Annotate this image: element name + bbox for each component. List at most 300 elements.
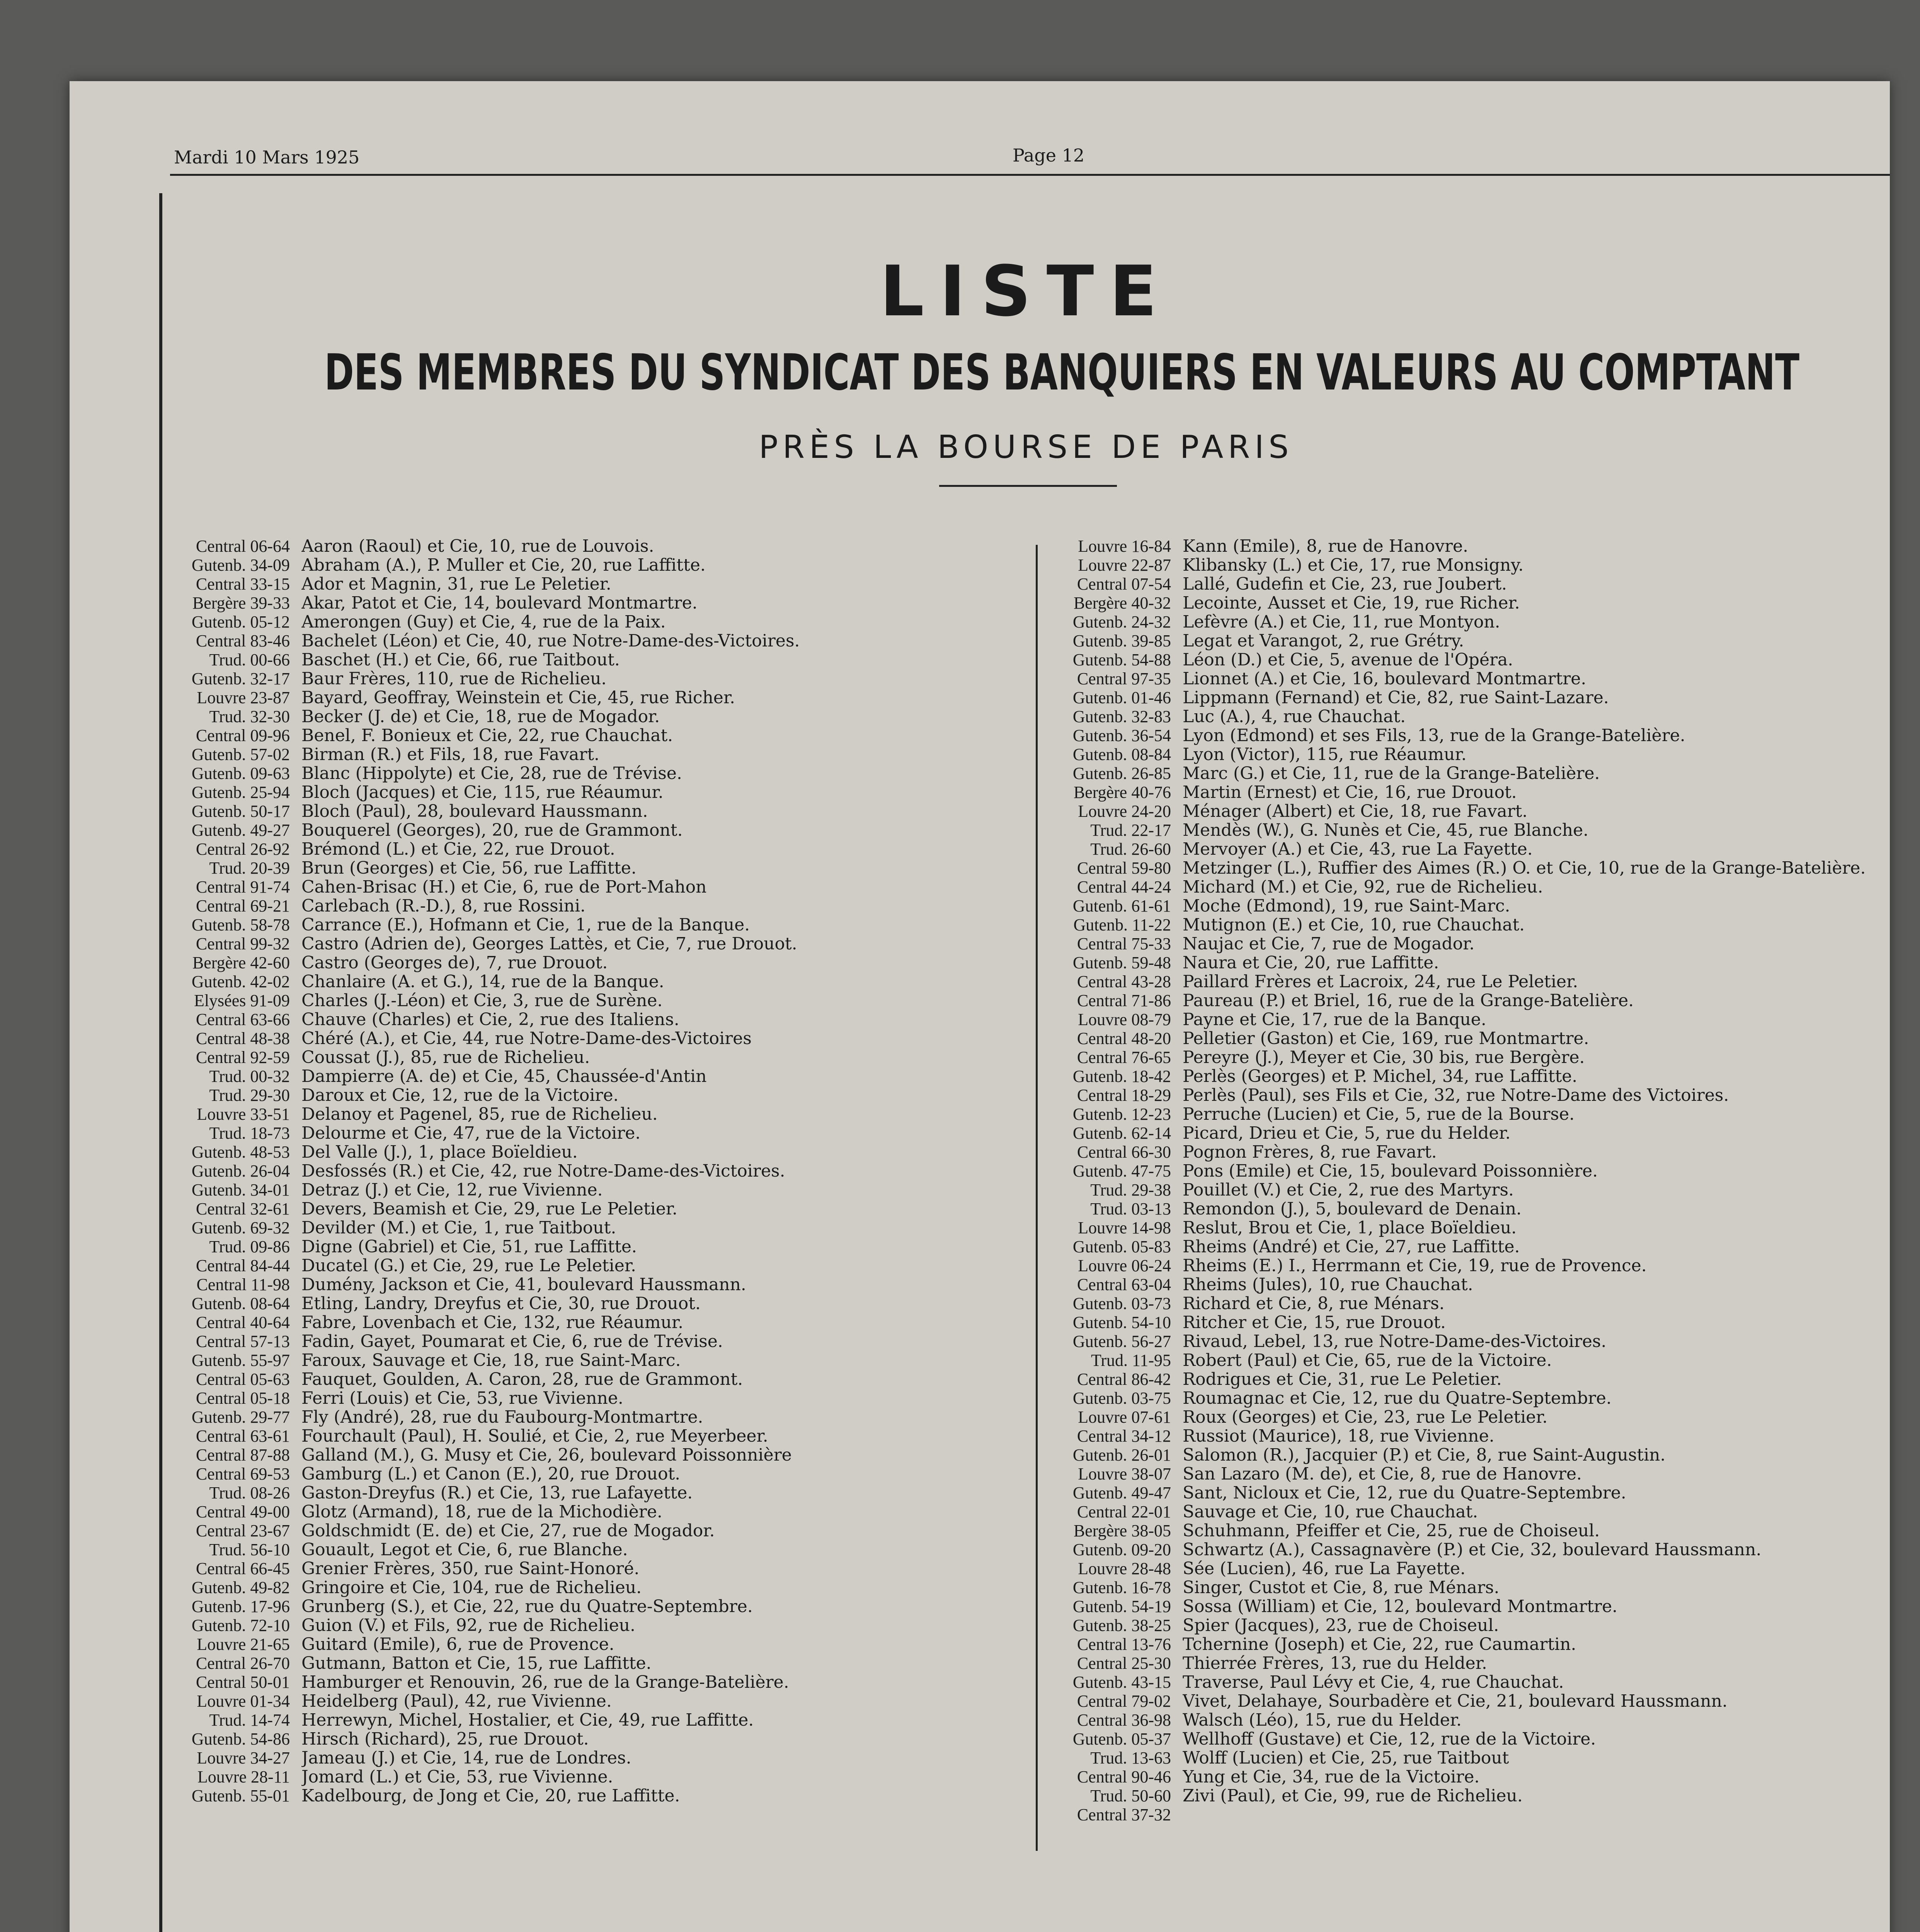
member-name-address: Ador et Magnin, 31, rue Le Peletier. bbox=[301, 575, 611, 594]
member-row bbox=[1059, 1143, 1894, 1162]
member-row bbox=[178, 556, 1013, 575]
member-exchange: Gutenb. 05-12 bbox=[191, 613, 290, 631]
member-exchange: Trud. 29-38 bbox=[1090, 1181, 1171, 1199]
member-exchange: Central 32-61 bbox=[196, 1200, 290, 1218]
member-row bbox=[178, 1124, 1013, 1143]
member-row bbox=[1059, 1105, 1894, 1124]
member-row bbox=[1059, 1048, 1894, 1067]
member-row bbox=[1059, 1465, 1894, 1484]
member-exchange: Central 99-32 bbox=[196, 935, 290, 953]
member-exchange: Trud. 08-26 bbox=[209, 1484, 290, 1502]
member-row bbox=[178, 1597, 1013, 1616]
member-row bbox=[178, 1219, 1013, 1238]
member-exchange: Central 36-98 bbox=[1077, 1711, 1171, 1730]
member-exchange: Bergère 38-05 bbox=[1073, 1522, 1171, 1540]
member-exchange: Gutenb. 08-84 bbox=[1072, 745, 1171, 764]
member-row bbox=[178, 1181, 1013, 1200]
member-row bbox=[1059, 594, 1894, 613]
member-row bbox=[1059, 1294, 1894, 1313]
member-name-address: Perlès (Paul), ses Fils et Cie, 32, rue Notre-Dame des Victoires. bbox=[1183, 1086, 1729, 1105]
member-row bbox=[1059, 764, 1894, 783]
member-exchange: Central 59-80 bbox=[1077, 859, 1171, 878]
member-row bbox=[1059, 1408, 1894, 1427]
member-exchange: Louvre 01-34 bbox=[197, 1692, 290, 1711]
member-row bbox=[178, 613, 1013, 632]
member-row bbox=[1059, 1635, 1894, 1654]
member-row bbox=[178, 859, 1013, 878]
member-name-address: Chanlaire (A. et G.), 14, rue de la Banque. bbox=[301, 973, 664, 992]
member-exchange: Central 13-76 bbox=[1077, 1635, 1171, 1654]
member-row bbox=[178, 1351, 1013, 1370]
member-exchange: Trud. 29-30 bbox=[209, 1086, 290, 1105]
member-name-address: Gouault, Legot et Cie, 6, rue Blanche. bbox=[301, 1541, 628, 1560]
member-name-address: Schwartz (A.), Cassagnavère (P.) et Cie, 32, boulevard Haussmann. bbox=[1183, 1541, 1762, 1560]
member-name-address: Castro (Adrien de), Georges Lattès, et Cie, 7, rue Drouot. bbox=[301, 935, 797, 954]
member-name-address: Dumény, Jackson et Cie, 41, boulevard Haussmann. bbox=[301, 1276, 746, 1294]
member-exchange: Gutenb. 57-02 bbox=[191, 745, 290, 764]
member-row bbox=[1059, 1503, 1894, 1522]
member-row bbox=[1059, 670, 1894, 689]
member-exchange: Gutenb. 05-37 bbox=[1072, 1730, 1171, 1748]
member-exchange: Bergère 42-60 bbox=[192, 954, 290, 972]
member-row bbox=[1059, 897, 1894, 916]
header-rule bbox=[170, 174, 1890, 176]
member-name-address: Roumagnac et Cie, 12, rue du Quatre-Septembre. bbox=[1183, 1389, 1612, 1408]
member-name-address: Birman (R.) et Fils, 18, rue Favart. bbox=[301, 745, 600, 764]
member-name-address: Abraham (A.), P. Muller et Cie, 20, rue Laffitte. bbox=[301, 556, 706, 575]
member-name-address: Gamburg (L.) et Canon (E.), 20, rue Drouot. bbox=[301, 1465, 681, 1484]
title-underline bbox=[939, 485, 1117, 487]
member-exchange: Gutenb. 08-64 bbox=[191, 1294, 290, 1313]
newspaper-page bbox=[70, 81, 1890, 1932]
member-exchange: Gutenb. 54-10 bbox=[1072, 1313, 1171, 1332]
member-name-address: Baschet (H.) et Cie, 66, rue Taitbout. bbox=[301, 651, 620, 670]
member-exchange: Louvre 23-87 bbox=[197, 689, 290, 707]
member-name-address: Rheims (Jules), 10, rue Chauchat. bbox=[1183, 1276, 1473, 1294]
member-exchange: Trud. 20-39 bbox=[209, 859, 290, 878]
member-row bbox=[1059, 1578, 1894, 1597]
member-row bbox=[178, 1427, 1013, 1446]
member-name-address: Bloch (Paul), 28, boulevard Haussmann. bbox=[301, 802, 648, 821]
member-row bbox=[178, 954, 1013, 973]
member-exchange: Central 91-74 bbox=[196, 878, 290, 896]
main-title: LISTE bbox=[880, 251, 1173, 332]
member-row bbox=[1059, 575, 1894, 594]
member-name-address: Reslut, Brou et Cie, 1, place Boïeldieu. bbox=[1183, 1219, 1517, 1238]
member-exchange: Central 26-70 bbox=[196, 1654, 290, 1673]
member-row bbox=[178, 1616, 1013, 1635]
member-exchange: Bergère 39-33 bbox=[192, 594, 290, 612]
member-exchange: Gutenb. 58-78 bbox=[191, 916, 290, 934]
member-row bbox=[178, 1673, 1013, 1692]
member-name-address: Chauve (Charles) et Cie, 2, rue des Italiens. bbox=[301, 1010, 679, 1029]
member-name-address: Dampierre (A. de) et Cie, 45, Chaussée-d'Antin bbox=[301, 1067, 707, 1086]
member-exchange: Louvre 14-98 bbox=[1078, 1219, 1171, 1237]
member-exchange: Central 79-02 bbox=[1077, 1692, 1171, 1711]
member-exchange: Gutenb. 62-14 bbox=[1072, 1124, 1171, 1143]
member-exchange: Central 69-21 bbox=[196, 897, 290, 915]
member-name-address: Mutignon (E.) et Cie, 10, rue Chauchat. bbox=[1183, 916, 1525, 935]
member-row bbox=[178, 1446, 1013, 1465]
member-name-address: Charles (J.-Léon) et Cie, 3, rue de Surène. bbox=[301, 992, 663, 1010]
member-exchange: Central 48-20 bbox=[1077, 1029, 1171, 1048]
member-name-address: Ritcher et Cie, 15, rue Drouot. bbox=[1183, 1313, 1446, 1332]
member-row bbox=[178, 1332, 1013, 1351]
member-name-address: Schuhmann, Pfeiffer et Cie, 25, rue de Choiseul. bbox=[1183, 1522, 1600, 1541]
member-row bbox=[178, 1692, 1013, 1711]
member-name-address: Martin (Ernest) et Cie, 16, rue Drouot. bbox=[1183, 783, 1517, 802]
member-name-address: San Lazaro (M. de), et Cie, 8, rue de Hanovre. bbox=[1183, 1465, 1582, 1484]
member-name-address: Lippmann (Fernand) et Cie, 82, rue Saint-Lazare. bbox=[1183, 689, 1609, 707]
member-exchange: Gutenb. 54-88 bbox=[1072, 651, 1171, 669]
member-name-address: Devers, Beamish et Cie, 29, rue Le Peletier. bbox=[301, 1200, 677, 1219]
member-exchange: Gutenb. 69-32 bbox=[191, 1219, 290, 1237]
member-name-address: Rivaud, Lebel, 13, rue Notre-Dame-des-Victoires. bbox=[1183, 1332, 1607, 1351]
member-exchange: Central 75-33 bbox=[1077, 935, 1171, 953]
member-name-address: Amerongen (Guy) et Cie, 4, rue de la Paix. bbox=[301, 613, 666, 632]
member-exchange: Central 97-35 bbox=[1077, 670, 1171, 688]
member-row bbox=[178, 689, 1013, 707]
member-name-address: Detraz (J.) et Cie, 12, rue Vivienne. bbox=[301, 1181, 603, 1200]
member-name-address: Spier (Jacques), 23, rue de Choiseul. bbox=[1183, 1616, 1499, 1635]
member-row bbox=[1059, 613, 1894, 632]
member-name-address: Payne et Cie, 17, rue de la Banque. bbox=[1183, 1010, 1486, 1029]
member-name-address: Thierrée Frères, 13, rue du Helder. bbox=[1183, 1654, 1487, 1673]
member-exchange: Louvre 07-61 bbox=[1078, 1408, 1171, 1427]
member-exchange: Central 40-64 bbox=[196, 1313, 290, 1332]
member-name-address: Robert (Paul) et Cie, 65, rue de la Victoire. bbox=[1183, 1351, 1552, 1370]
member-row bbox=[1059, 1313, 1894, 1332]
member-name-address: Picard, Drieu et Cie, 5, rue du Helder. bbox=[1183, 1124, 1511, 1143]
member-exchange: Central 84-44 bbox=[196, 1257, 290, 1275]
member-exchange: Gutenb. 32-83 bbox=[1072, 707, 1171, 726]
member-row bbox=[1059, 556, 1894, 575]
member-exchange: Central 86-42 bbox=[1077, 1370, 1171, 1389]
member-exchange: Trud. 22-17 bbox=[1090, 821, 1171, 840]
member-row bbox=[1059, 1692, 1894, 1711]
member-name-address: Gutmann, Batton et Cie, 15, rue Laffitte. bbox=[301, 1654, 652, 1673]
member-name-address: Etling, Landry, Dreyfus et Cie, 30, rue Drouot. bbox=[301, 1294, 701, 1313]
member-row bbox=[178, 916, 1013, 935]
member-exchange: Gutenb. 55-01 bbox=[191, 1787, 290, 1805]
member-exchange: Gutenb. 16-78 bbox=[1072, 1578, 1171, 1597]
member-name-address: Lionnet (A.) et Cie, 16, boulevard Montmartre. bbox=[1183, 670, 1586, 689]
member-row bbox=[178, 745, 1013, 764]
member-name-address: Naujac et Cie, 7, rue de Mogador. bbox=[1183, 935, 1475, 954]
member-name-address: Ménager (Albert) et Cie, 18, rue Favart. bbox=[1183, 802, 1528, 821]
member-name-address: Aaron (Raoul) et Cie, 10, rue de Louvois. bbox=[301, 537, 654, 556]
member-name-address: Pelletier (Gaston) et Cie, 169, rue Montmartre. bbox=[1183, 1029, 1589, 1048]
member-name-address: Fauquet, Goulden, A. Caron, 28, rue de Grammont. bbox=[301, 1370, 743, 1389]
member-exchange: Central 63-04 bbox=[1077, 1276, 1171, 1294]
member-row bbox=[178, 1105, 1013, 1124]
member-exchange: Central 43-28 bbox=[1077, 973, 1171, 991]
member-name-address: Carrance (E.), Hofmann et Cie, 1, rue de la Banque. bbox=[301, 916, 750, 935]
member-name-address: Fabre, Lovenbach et Cie, 132, rue Réaumur. bbox=[301, 1313, 684, 1332]
member-exchange: Gutenb. 43-15 bbox=[1072, 1673, 1171, 1692]
member-row bbox=[1059, 1541, 1894, 1560]
member-row bbox=[178, 726, 1013, 745]
member-exchange: Trud. 09-86 bbox=[209, 1238, 290, 1256]
member-row bbox=[1059, 783, 1894, 802]
members-list-right bbox=[1059, 537, 1894, 1825]
member-row bbox=[1059, 1219, 1894, 1238]
member-name-address: Marc (G.) et Cie, 11, rue de la Grange-Batelière. bbox=[1183, 764, 1600, 783]
member-row bbox=[1059, 973, 1894, 992]
member-name-address: Wellhoff (Gustave) et Cie, 12, rue de la Victoire. bbox=[1183, 1730, 1596, 1749]
member-row bbox=[178, 783, 1013, 802]
member-exchange: Central 63-66 bbox=[196, 1010, 290, 1029]
member-row bbox=[1059, 992, 1894, 1010]
member-name-address: Castro (Georges de), 7, rue Drouot. bbox=[301, 954, 608, 973]
member-row bbox=[1059, 537, 1894, 556]
member-name-address: Roux (Georges) et Cie, 23, rue Le Peletier. bbox=[1183, 1408, 1548, 1427]
member-exchange: Gutenb. 09-20 bbox=[1072, 1541, 1171, 1559]
member-exchange: Gutenb. 25-94 bbox=[191, 783, 290, 802]
member-row bbox=[178, 1238, 1013, 1257]
column-divider bbox=[1036, 545, 1038, 1851]
member-exchange: Trud. 03-13 bbox=[1090, 1200, 1171, 1218]
member-name-address: Mervoyer (A.) et Cie, 43, rue La Fayette. bbox=[1183, 840, 1533, 859]
member-name-address: Ducatel (G.) et Cie, 29, rue Le Peletier. bbox=[301, 1257, 636, 1276]
member-name-address: Bloch (Jacques) et Cie, 115, rue Réaumur. bbox=[301, 783, 664, 802]
member-row bbox=[1059, 707, 1894, 726]
member-exchange: Gutenb. 26-04 bbox=[191, 1162, 290, 1180]
member-name-address: Metzinger (L.), Ruffier des Aimes (R.) O. et Cie, 10, rue de la Grange-Batelière. bbox=[1183, 859, 1866, 878]
member-row bbox=[1059, 1389, 1894, 1408]
member-row bbox=[178, 651, 1013, 670]
member-row bbox=[1059, 1616, 1894, 1635]
member-row bbox=[1059, 1730, 1894, 1749]
member-exchange: Central 26-92 bbox=[196, 840, 290, 859]
member-exchange: Central 48-38 bbox=[196, 1029, 290, 1048]
member-name-address: Wolff (Lucien) et Cie, 25, rue Taitbout bbox=[1183, 1749, 1509, 1768]
member-name-address: Pereyre (J.), Meyer et Cie, 30 bis, rue Bergère. bbox=[1183, 1048, 1585, 1067]
member-exchange: Gutenb. 38-25 bbox=[1072, 1616, 1171, 1635]
member-name-address: Hirsch (Richard), 25, rue Drouot. bbox=[301, 1730, 589, 1749]
member-row bbox=[1059, 1332, 1894, 1351]
member-name-address: Daroux et Cie, 12, rue de la Victoire. bbox=[301, 1086, 619, 1105]
member-row bbox=[178, 878, 1013, 897]
member-row bbox=[1059, 802, 1894, 821]
member-row bbox=[1059, 935, 1894, 954]
member-name-address: Lecointe, Ausset et Cie, 19, rue Richer. bbox=[1183, 594, 1520, 613]
member-name-address: Benel, F. Bonieux et Cie, 22, rue Chauchat. bbox=[301, 726, 673, 745]
member-exchange: Central 69-53 bbox=[196, 1465, 290, 1483]
page-number: Page 12 bbox=[1013, 145, 1085, 166]
member-exchange: Central 07-54 bbox=[1077, 575, 1171, 594]
member-row bbox=[1059, 1067, 1894, 1086]
member-name-address: Richard et Cie, 8, rue Ménars. bbox=[1183, 1294, 1445, 1313]
member-row bbox=[1059, 651, 1894, 670]
member-exchange: Central 76-65 bbox=[1077, 1048, 1171, 1067]
member-exchange: Gutenb. 34-09 bbox=[191, 556, 290, 575]
member-row bbox=[1059, 1010, 1894, 1029]
member-exchange: Louvre 28-48 bbox=[1078, 1560, 1171, 1578]
member-exchange: Trud. 13-63 bbox=[1090, 1749, 1171, 1767]
member-row bbox=[178, 1578, 1013, 1597]
member-exchange: Central 92-59 bbox=[196, 1048, 290, 1067]
member-row bbox=[178, 764, 1013, 783]
member-exchange: Louvre 28-11 bbox=[197, 1768, 290, 1786]
member-name-address: Pognon Frères, 8, rue Favart. bbox=[1183, 1143, 1437, 1162]
member-name-address: Delanoy et Pagenel, 85, rue de Richelieu. bbox=[301, 1105, 658, 1124]
member-exchange: Louvre 21-65 bbox=[197, 1635, 290, 1654]
member-name-address: Guion (V.) et Fils, 92, rue de Richelieu. bbox=[301, 1616, 635, 1635]
member-exchange: Trud. 18-73 bbox=[209, 1124, 290, 1143]
member-name-address: Russiot (Maurice), 18, rue Vivienne. bbox=[1183, 1427, 1494, 1446]
member-name-address: Pons (Emile) et Cie, 15, boulevard Poissonnière. bbox=[1183, 1162, 1598, 1181]
member-row bbox=[178, 935, 1013, 954]
members-list-left bbox=[178, 537, 1013, 1806]
member-name-address: Bouquerel (Georges), 20, rue de Grammont. bbox=[301, 821, 683, 840]
member-exchange: Gutenb. 18-42 bbox=[1072, 1067, 1171, 1086]
member-exchange: Gutenb. 56-27 bbox=[1072, 1332, 1171, 1351]
member-name-address: Luc (A.), 4, rue Chauchat. bbox=[1183, 707, 1406, 726]
member-exchange: Gutenb. 36-54 bbox=[1072, 726, 1171, 745]
member-exchange: Gutenb. 72-10 bbox=[191, 1616, 290, 1635]
member-name-address: Naura et Cie, 20, rue Laffitte. bbox=[1183, 954, 1439, 973]
member-row bbox=[1059, 726, 1894, 745]
member-row bbox=[1059, 745, 1894, 764]
member-name-address: Heidelberg (Paul), 42, rue Vivienne. bbox=[301, 1692, 612, 1711]
member-name-address: Akar, Patot et Cie, 14, boulevard Montmartre. bbox=[301, 594, 698, 613]
member-exchange: Central 57-13 bbox=[196, 1332, 290, 1351]
member-exchange: Gutenb. 48-53 bbox=[191, 1143, 290, 1162]
member-row bbox=[178, 1143, 1013, 1162]
member-name-address: Carlebach (R.-D.), 8, rue Rossini. bbox=[301, 897, 586, 916]
member-name-address: Legat et Varangot, 2, rue Grétry. bbox=[1183, 632, 1464, 651]
member-exchange: Central 50-01 bbox=[196, 1673, 290, 1692]
member-row bbox=[1059, 1654, 1894, 1673]
member-name-address: Tchernine (Joseph) et Cie, 22, rue Caumartin. bbox=[1183, 1635, 1576, 1654]
member-row bbox=[1059, 916, 1894, 935]
member-exchange: Bergère 40-32 bbox=[1073, 594, 1171, 612]
member-exchange: Gutenb. 55-97 bbox=[191, 1351, 290, 1370]
member-row bbox=[178, 1711, 1013, 1730]
member-row bbox=[178, 575, 1013, 594]
member-row bbox=[178, 1276, 1013, 1294]
member-row bbox=[1059, 1749, 1894, 1768]
member-exchange: Gutenb. 61-61 bbox=[1072, 897, 1171, 915]
member-exchange: Trud. 50-60 bbox=[1090, 1787, 1171, 1805]
member-name-address: Cahen-Brisac (H.) et Cie, 6, rue de Port-Mahon bbox=[301, 878, 707, 897]
member-row bbox=[178, 1200, 1013, 1219]
member-row bbox=[1059, 1806, 1894, 1825]
member-name-address: Del Valle (J.), 1, place Boïeldieu. bbox=[301, 1143, 578, 1162]
member-row bbox=[178, 802, 1013, 821]
member-exchange: Trud. 11-95 bbox=[1091, 1351, 1171, 1370]
member-exchange: Gutenb. 42-02 bbox=[191, 973, 290, 991]
member-name-address: Bachelet (Léon) et Cie, 40, rue Notre-Dame-des-Victoires. bbox=[301, 632, 800, 651]
member-row bbox=[178, 670, 1013, 689]
member-exchange: Louvre 16-84 bbox=[1078, 537, 1171, 556]
member-row bbox=[178, 1048, 1013, 1067]
member-row bbox=[178, 1294, 1013, 1313]
member-name-address: Salomon (R.), Jacquier (P.) et Cie, 8, rue Saint-Augustin. bbox=[1183, 1446, 1666, 1465]
member-row bbox=[178, 707, 1013, 726]
member-name-address: Grunberg (S.), et Cie, 22, rue du Quatre-Septembre. bbox=[301, 1597, 753, 1616]
member-name-address: Ferri (Louis) et Cie, 53, rue Vivienne. bbox=[301, 1389, 623, 1408]
member-row bbox=[1059, 1257, 1894, 1276]
member-name-address: Walsch (Léo), 15, rue du Helder. bbox=[1183, 1711, 1462, 1730]
member-row bbox=[178, 1010, 1013, 1029]
member-row bbox=[178, 1029, 1013, 1048]
member-row bbox=[178, 1465, 1013, 1484]
member-name-address: Gaston-Dreyfus (R.) et Cie, 13, rue Lafayette. bbox=[301, 1484, 693, 1503]
member-row bbox=[178, 1162, 1013, 1181]
member-row bbox=[1059, 689, 1894, 707]
member-row bbox=[1059, 859, 1894, 878]
member-name-address: Grenier Frères, 350, rue Saint-Honoré. bbox=[301, 1560, 640, 1578]
member-row bbox=[1059, 1200, 1894, 1219]
member-row bbox=[1059, 1276, 1894, 1294]
member-exchange: Trud. 00-32 bbox=[209, 1067, 290, 1086]
member-exchange: Central 63-61 bbox=[196, 1427, 290, 1446]
member-exchange: Central 87-88 bbox=[196, 1446, 290, 1464]
member-exchange: Gutenb. 05-83 bbox=[1072, 1238, 1171, 1256]
member-row bbox=[1059, 1029, 1894, 1048]
member-exchange: Louvre 34-27 bbox=[197, 1749, 290, 1767]
member-name-address: Sossa (William) et Cie, 12, boulevard Montmartre. bbox=[1183, 1597, 1618, 1616]
member-exchange: Central 23-67 bbox=[196, 1522, 290, 1540]
member-exchange: Elysées 91-09 bbox=[194, 992, 290, 1010]
member-name-address: Coussat (J.), 85, rue de Richelieu. bbox=[301, 1048, 590, 1067]
member-row bbox=[1059, 1238, 1894, 1257]
main-subtitle: DES MEMBRES DU SYNDICAT DES BANQUIERS EN VALEURS AU COMPTANT bbox=[324, 344, 1800, 401]
member-row bbox=[178, 1787, 1013, 1806]
member-row bbox=[1059, 1787, 1894, 1806]
member-exchange: Central 06-64 bbox=[196, 537, 290, 556]
member-row bbox=[178, 1408, 1013, 1427]
member-row bbox=[1059, 1673, 1894, 1692]
member-exchange: Central 66-30 bbox=[1077, 1143, 1171, 1162]
member-name-address: Pouillet (V.) et Cie, 2, rue des Martyrs. bbox=[1183, 1181, 1514, 1200]
member-name-address: Mendès (W.), G. Nunès et Cie, 45, rue Blanche. bbox=[1183, 821, 1589, 840]
member-row bbox=[178, 1635, 1013, 1654]
member-row bbox=[1059, 1560, 1894, 1578]
member-name-address: Herrewyn, Michel, Hostalier, et Cie, 49, rue Laffitte. bbox=[301, 1711, 754, 1730]
member-exchange: Louvre 38-07 bbox=[1078, 1465, 1171, 1483]
member-name-address: Fourchault (Paul), H. Soulié, et Cie, 2, rue Meyerbeer. bbox=[301, 1427, 768, 1446]
member-row bbox=[178, 840, 1013, 859]
member-row bbox=[178, 1503, 1013, 1522]
member-exchange: Gutenb. 12-23 bbox=[1072, 1105, 1171, 1124]
member-name-address: Brun (Georges) et Cie, 56, rue Laffitte. bbox=[301, 859, 637, 878]
member-exchange: Central 34-12 bbox=[1077, 1427, 1171, 1446]
member-name-address: Devilder (M.) et Cie, 1, rue Taitbout. bbox=[301, 1219, 616, 1238]
member-exchange: Gutenb. 49-82 bbox=[191, 1578, 290, 1597]
member-row bbox=[1059, 878, 1894, 897]
member-name-address: Digne (Gabriel) et Cie, 51, rue Laffitte. bbox=[301, 1238, 637, 1257]
member-row bbox=[1059, 954, 1894, 973]
member-row bbox=[1059, 1181, 1894, 1200]
member-exchange: Central 05-63 bbox=[196, 1370, 290, 1389]
member-row bbox=[178, 1749, 1013, 1768]
member-exchange: Trud. 00-66 bbox=[209, 651, 290, 669]
member-row bbox=[178, 1484, 1013, 1503]
member-name-address: Moche (Edmond), 19, rue Saint-Marc. bbox=[1183, 897, 1510, 916]
member-exchange: Gutenb. 32-17 bbox=[191, 670, 290, 688]
member-name-address: Fadin, Gayet, Poumarat et Cie, 6, rue de Trévise. bbox=[301, 1332, 723, 1351]
member-exchange: Central 05-18 bbox=[196, 1389, 290, 1408]
member-name-address: Baur Frères, 110, rue de Richelieu. bbox=[301, 670, 607, 689]
member-row bbox=[178, 1654, 1013, 1673]
member-row bbox=[1059, 1124, 1894, 1143]
member-name-address: Lefèvre (A.) et Cie, 11, rue Montyon. bbox=[1183, 613, 1500, 632]
member-name-address: Bayard, Geoffray, Weinstein et Cie, 45, rue Richer. bbox=[301, 689, 735, 707]
member-name-address: Singer, Custot et Cie, 8, rue Ménars. bbox=[1183, 1578, 1500, 1597]
